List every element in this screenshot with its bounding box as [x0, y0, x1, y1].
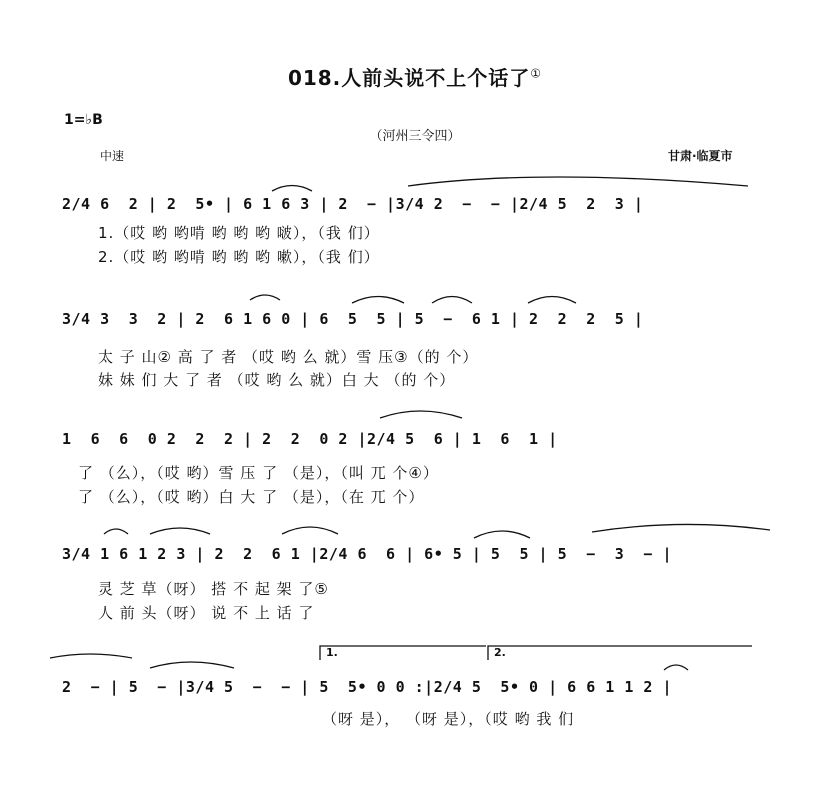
lyric-line-4-verse-1: 灵 芝 草（呀） 搭 不 起 架 了⑤ [98, 580, 329, 598]
slur [664, 665, 688, 670]
slur [408, 177, 748, 186]
lyric-line-1-verse-2: 2.（哎 哟 哟啃 哟 哟 哟 嗽），（我 们） [98, 248, 380, 266]
lyric-line-2-verse-2: 妹 妹 们 大 了 者 （哎 哟 么 就）白 大 （的 个） [98, 371, 456, 389]
key-signature: 1=♭B [64, 112, 103, 128]
slur [50, 654, 132, 658]
notes-line-2: 3/4 3 3 2 | 2 6 1 6 0 | 6 5 5 | 5 − 6 1 | 2 2 2 5 | [62, 310, 644, 328]
notes-line-3: 1 6 6 0 2 2 2 | 2 2 0 2 |2/4 5 6 | 1 6 1 | [62, 430, 558, 448]
volta-2-label: 2. [494, 646, 506, 659]
region-credit: 甘肃·临夏市 [668, 149, 733, 163]
title-footnote-mark: ① [530, 66, 543, 81]
lyric-line-5: （呀 是）， （呀 是），（哎 哟 我 们 [322, 710, 575, 728]
slur [150, 528, 210, 534]
lyric-line-3-verse-2: 了 （么），（哎 哟）白 大 了 （是），（在 兀 个） [78, 488, 425, 506]
slur [282, 527, 338, 534]
volta-bracket-2 [488, 646, 752, 660]
slur [474, 531, 530, 538]
slur [380, 411, 462, 418]
song-title-text: 018.人前头说不上个话了 [287, 66, 531, 90]
slur [250, 295, 280, 300]
notes-line-1: 2/4 6 2 | 2 5• | 6 1 6 3 | 2 − |3/4 2 − − |2/4 5 2 3 | [62, 195, 644, 213]
volta-1-label: 1. [326, 646, 338, 659]
notes-line-4: 3/4 1 6 1 2 3 | 2 2 6 1 |2/4 6 6 | 6• 5 | 5 5 | 5 − 3 − | [62, 545, 672, 563]
subtitle: （河州三令四） [369, 129, 461, 144]
slur [150, 662, 234, 668]
slur [352, 297, 404, 304]
slur [592, 524, 770, 532]
tempo-marking: 中速 [100, 149, 125, 163]
volta-bracket-1 [320, 646, 486, 660]
lyric-line-3-verse-1: 了 （么），（哎 哟）雪 压 了 （是），（叫 兀 个④） [78, 464, 439, 482]
lyric-line-2-verse-1: 太 子 山② 高 了 者 （哎 哟 么 就）雪 压③（的 个） [98, 348, 479, 366]
lyric-line-1-verse-1: 1.（哎 哟 哟啃 哟 哟 哟 啵），（我 们） [98, 224, 380, 242]
slur [104, 529, 128, 534]
notes-line-5: 2 − | 5 − |3/4 5 − − | 5 5• 0 0 :|2/4 5 5• 0 | 6 6 1 1 2 | [62, 678, 672, 696]
slur [528, 297, 576, 304]
slur [432, 297, 472, 304]
lyric-line-4-verse-2: 人 前 头（呀） 说 不 上 话 了 [98, 604, 315, 622]
slur [272, 186, 312, 192]
